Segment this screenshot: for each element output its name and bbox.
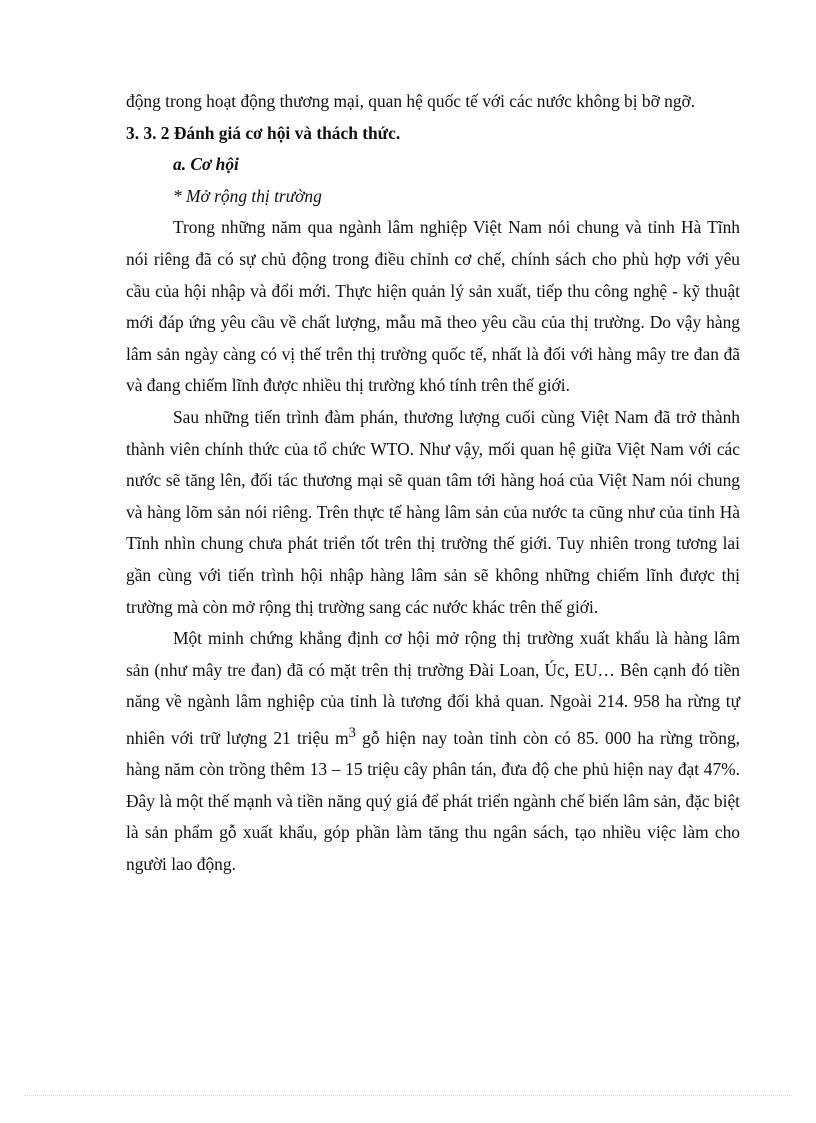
superscript: 3 xyxy=(348,724,356,741)
paragraph-text: gỗ hiện nay toàn tỉnh còn có 85. 000 ha rừng trồng, hàng năm còn trồng thêm 13 – 15 triệu cây phân tán, đưa độ che phủ hiện nay đạt 47%. Đây là một thế mạnh và tiền năng quý giá để phát triển ngành chế biến lâm sản, đặc biệt là sản phẩm gỗ xuất khẩu, góp phần làm tăng thu ngân sách, tạo nhiều việc làm cho người lao động. xyxy=(126,727,740,875)
body-paragraph: Sau những tiến trình đàm phán, thương lượng cuối cùng Việt Nam đã trở thành thành viên chính thức của tổ chức WTO. Như vậy, mối quan hệ giữa Việt Nam với các nước sẽ tăng lên, đối tác thương mại sẽ quan tâm tới hàng hoá của Việt Nam nói chung và hàng lõm sản nói riêng. Trên thực tế hàng lâm sản của nước ta cũng như của tỉnh Hà Tĩnh nhìn chung chưa phát triển tốt trên thị trường thế giới. Tuy nhiên trong tương lai gần cùng với tiến trình hội nhập hàng lâm sản sẽ không những chiếm lĩnh được thị trường mà còn mở rộng thị trường sang các nước khác trên thế giới. xyxy=(126,406,740,617)
body-paragraph xyxy=(126,623,740,881)
document-page xyxy=(126,86,740,881)
body-paragraph: Trong những năm qua ngành lâm nghiệp Việt Nam nói chung và tỉnh Hà Tĩnh nói riêng đã có sự chủ động trong điều chỉnh cơ chế, chính sách cho phù hợp với yêu cầu của hội nhập và đổi mới. Thực hiện quản lý sản xuất, tiếp thu công nghệ - kỹ thuật mới đáp ứng yêu cầu về chất lượng, mẫu mã theo yêu cầu của thị trường. Do vậy hàng lâm sản ngày càng có vị thế trên thị trường quốc tế, nhất là đối với hàng mây tre đan đã và đang chiếm lĩnh được nhiều thị trường khó tính trên thế giới. xyxy=(126,217,740,396)
subsubsection-heading: * Mở rộng thị trường xyxy=(173,185,322,206)
paragraph-text: Một minh chứng khẳng định cơ hội mở rộng thị trường xuất khẩu là hàng lâm sản (như mây tre đan) đã có mặt trên thị trường Đài Loan, Úc, EU… Bên cạnh đó tiền năng về ngành lâm nghiệp của tỉnh là tương đối khả quan. Ngoài 214. 958 ha rừng tự nhiên với trữ lượng 21 triệu m xyxy=(126,628,740,748)
page-bottom-divider xyxy=(24,1095,792,1096)
section-heading: 3. 3. 2 Đánh giá cơ hội và thách thức. xyxy=(126,122,401,143)
paragraph-continuation: động trong hoạt động thương mại, quan hệ quốc tế với các nước không bị bỡ ngỡ. xyxy=(126,91,696,111)
subsection-heading: a. Cơ hội xyxy=(173,154,239,175)
